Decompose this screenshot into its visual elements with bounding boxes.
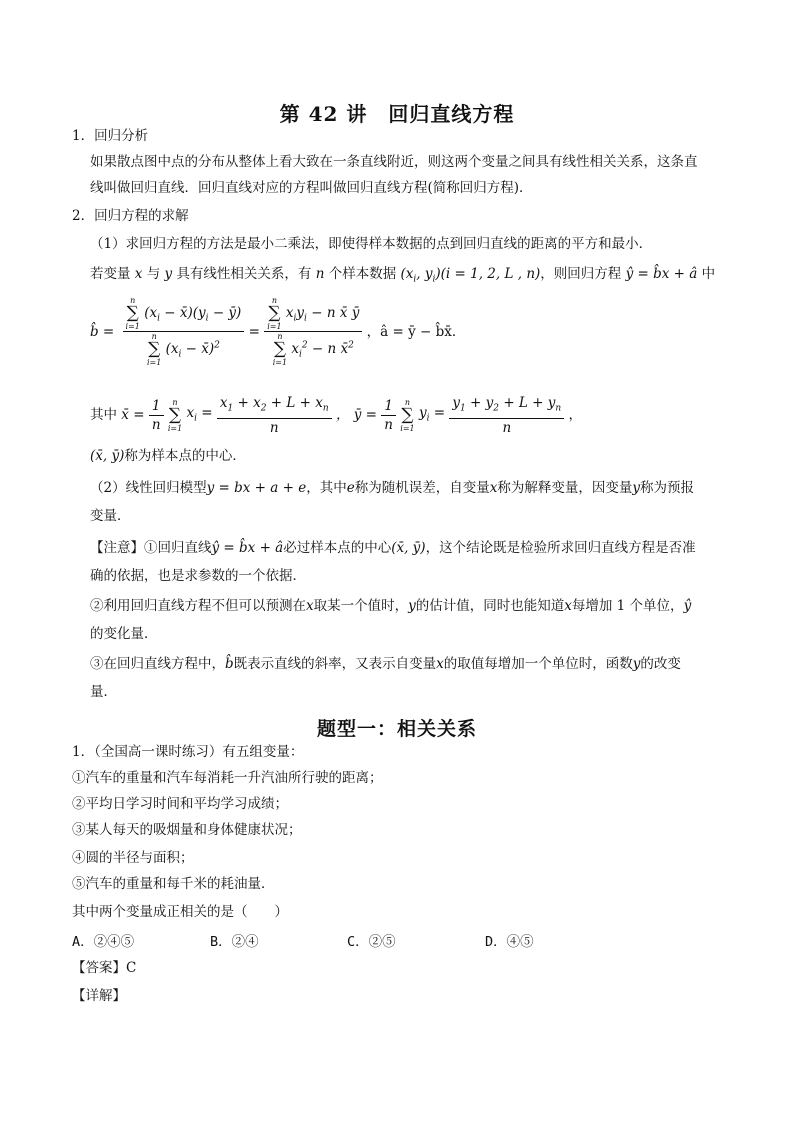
option-c: C．②⑤ bbox=[347, 934, 396, 950]
question-item: ②平均日学习时间和平均学习成绩； bbox=[72, 796, 288, 812]
option-b: B．②④ bbox=[210, 934, 259, 950]
question-item: ①汽车的重量和汽车每消耗一升汽油所行驶的距离； bbox=[72, 770, 383, 786]
question-intro: 1．（全国高一课时练习）有五组变量： bbox=[72, 744, 304, 760]
question-item: ③某人每天的吸烟量和身体健康状况； bbox=[72, 822, 302, 838]
note-2-line1: ②利用回归直线方程不但可以预测在x取某一个值时，y的估计值，同时也能知道x每增加 1 个单位，ŷ bbox=[90, 598, 692, 614]
note-3-line2: 量． bbox=[90, 684, 117, 700]
option-d: D．④⑤ bbox=[485, 934, 534, 950]
question-item: ④圆的半径与面积； bbox=[72, 850, 194, 866]
section-1-heading: 1．回归分析 bbox=[72, 128, 149, 144]
s2-paragraph-2: 若变量 x 与 y 具有线性相关关系，有 n 个样本数据 ($x_i$, $y_i)(i = 1$, 2, L , n)，则回归方程 ŷ = b̂x + â 中 bbox=[90, 266, 716, 285]
option-a: A．②④⑤ bbox=[72, 934, 135, 950]
formula-means: 其中 x̄ = $\frac{1}{n}$ n ∑ i=1 $x_i$ = $\frac{x_1 + x_2 + L + x_n}{n}$ ， ȳ = $\frac{1}{n}$ n ∑ i=1 $y_i$ = $\frac{y_1 + y_2 + L + y_n}{n}$ ， bbox=[90, 395, 583, 436]
s1-paragraph-line1: 如果散点图中点的分布从整体上看大致在一条直线附近，则这两个变量之间具有线性相关关系，这条直 bbox=[90, 154, 698, 170]
formula-a-hat: ，â = ȳ − b̂x̄． bbox=[366, 323, 466, 340]
s2-paragraph-1: （1）求回归方程的方法是最小二乘法，即使得样本数据的点到回归直线的距离的平方和最小． bbox=[90, 236, 653, 252]
linear-model-line1: （2）线性回归模型y = bx + a + e，其中e称为随机误差，自变量x称为解释变量，因变量y称为预报 bbox=[90, 480, 694, 496]
sample-center: (x̄, ȳ)称为样本点的中心． bbox=[90, 448, 246, 464]
section-title: 题型一：相关关系 bbox=[316, 718, 477, 740]
question-item: ⑤汽车的重量和每千米的耗油量． bbox=[72, 876, 275, 892]
section-2-heading: 2．回归方程的求解 bbox=[72, 208, 189, 224]
note-2-line2: 的变化量． bbox=[90, 626, 158, 642]
detail-heading: 【详解】 bbox=[72, 988, 126, 1004]
note-1-line1: 【注意】①回归直线ŷ = b̂x + â必过样本点的中心(x̄, ȳ)，这个结论既是检验所求回归直线方程是否准 bbox=[90, 540, 696, 556]
b-hat-label: b̂ = bbox=[90, 323, 115, 340]
linear-model-line2: 变量． bbox=[90, 508, 131, 524]
s1-paragraph-line2: 线叫做回归直线．回归直线对应的方程叫做回归直线方程(简称回归方程)． bbox=[90, 180, 533, 196]
formula-b-hat: b̂ = n ∑ i=1 ($x_i$ − $x̄)(y_i$ − ȳ) n ∑ i=1 ($x_i$ − x̄)$^2$ = n ∑ i=1 $x_iy_i - n$ x̄ ȳ n ∑ i=1 $x_i^2 - n$ x̄$^2$ ，â = ȳ − b̂x̄． bbox=[90, 296, 466, 367]
answer: 【答案】C bbox=[72, 960, 137, 976]
question-prompt: 其中两个变量成正相关的是（ ） bbox=[72, 904, 288, 920]
note-3-line1: ③在回归直线方程中，b̂既表示直线的斜率，又表示自变量x的取值每增加一个单位时，函数y的改变 bbox=[90, 656, 681, 672]
page-title: 第 42 讲 回归直线方程 bbox=[279, 102, 515, 126]
note-1-line2: 确的依据，也是求参数的一个依据． bbox=[90, 568, 306, 584]
